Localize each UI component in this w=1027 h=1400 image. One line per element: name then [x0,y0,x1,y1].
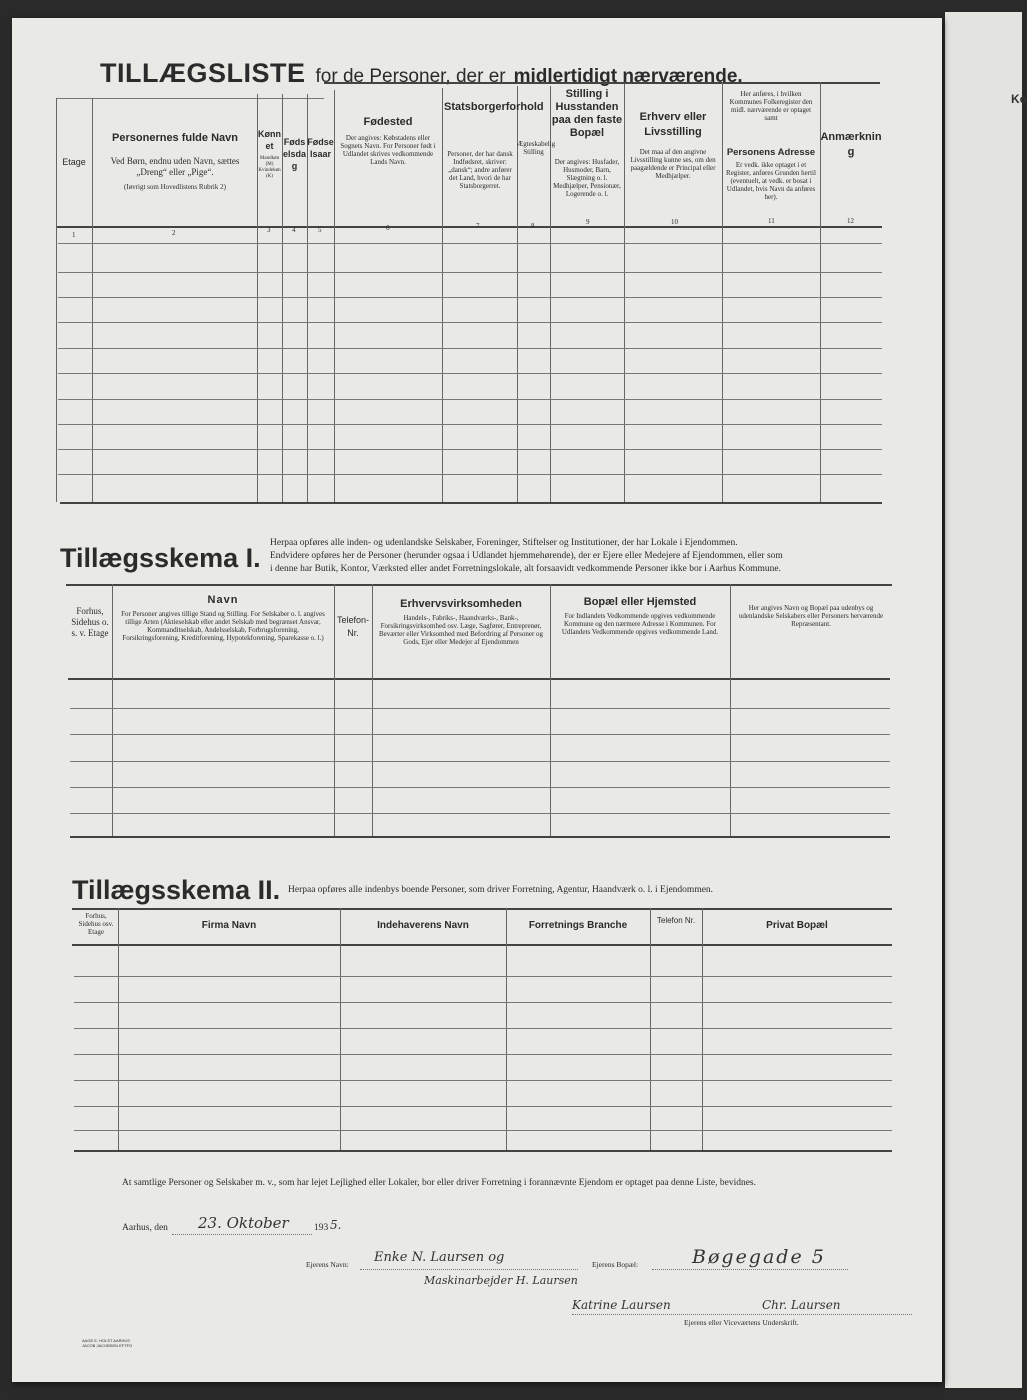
signature-label: Ejerens eller Viceværtens Underskrift. [684,1318,799,1327]
col-sex-heading: Kønnet [258,129,281,151]
owner-address-label: Ejerens Bopæl: [592,1260,639,1269]
col-num: 10 [671,218,678,226]
printer-imprint: AAGE E. HOLST AARHUS JACOB JACOBSEN EFTFG [82,1338,133,1348]
col-birthyear-heading: Fødselsaar [307,137,334,159]
schema2-col-firm: Firma Navn [201,920,257,931]
main-title-rest: for de Personer, der er [315,66,506,87]
col-num: 9 [586,218,590,226]
col-remarks-heading: Anmærkning [820,131,882,158]
col-num: 3 [267,226,271,234]
col-birthplace-note: Der angives: Købstadens eller Sognets Navn. For Personer født i Udlandet skrives vedkommende Lands Navn. [340,134,436,166]
col-num: 11 [768,217,775,225]
schema1-intro [270,537,890,576]
col-name-heading: Personernes fulde Navn [112,132,238,144]
col-birthplace-heading: Fødested [363,116,413,128]
col-name-note2: (Iøvrigt som Hovedlistens Rubrik 2) [124,183,226,191]
col-name-note: Ved Børn, endnu uden Navn, sættes „Dreng“ eller „Pige“. [110,156,240,177]
col-occupation-heading: Erhverv eller Livsstilling [639,111,707,138]
col-address-note-top: Her anføres, i hvilken Kommunes Folkeregister den midl. nærværende er optaget samt [729,90,813,122]
schema2-col-private-address: Privat Bopæl [766,920,828,931]
col-address-heading: Personens Adresse [726,147,816,158]
schema1-col-business-heading: Erhvervsvirksomheden [400,598,522,610]
owner-address-handwritten: Bøgegade 5 [692,1246,826,1268]
col-num: 6 [386,224,390,232]
main-title [100,58,900,89]
owner-name-handwritten-2: Maskinarbejder H. Laursen [424,1274,578,1287]
col-num: 2 [172,229,176,237]
col-num: 8 [531,222,535,230]
date-handwritten: 23. Oktober [198,1214,289,1232]
schema1-col-name-note: For Personer angives tillige Stand og Stilling. For Selskaber o. l. angives tillige Arten (Aktieselskab eller andet Selskab med begrænset Ansvar, Kommanditselskab, Andelsselskab, Forbrugsforening, Forsikringsforening, Kreditforening, Hypotekforening, Sparekasse o. l.) [121,610,325,642]
signature-1: Katrine Laursen [572,1298,671,1312]
schema1-col-business-note: Handels-, Fabriks-, Haandværks-, Bank-, Forsikringsvirksomhed osv. Læge, Sagfører, Entreprenør, Beværter eller Virksomhed med Befordring af Personer og Gods, Ejer eller Medejer af Ejendommen [378,614,544,646]
col-citizenship-heading: Statsborgerforhold [444,101,544,113]
col-household-note: Der angives: Husfader, Husmoder, Barn, Slægtning o. l. Medhjælper, Pensionær, Logerende o. l. [553,158,621,198]
schema2-col-phone: Telefon Nr. [656,916,696,925]
schema1-col-phone: Telefon-Nr. [336,615,370,638]
year-handwritten: 5. [330,1218,342,1232]
col-num: 7 [476,222,480,230]
schema2-col-branch: Forretnings Branche [528,920,628,931]
certification-text: At samtlige Personer og Selskaber m. v., som har lejet Lejlighed eller Lokaler, bor eller driver Forretning i forannævnte Ejendom er optaget paa denne Liste, bevidnes. [122,1178,756,1188]
schema1-col-representative-note: Her angives Navn og Bopæl paa udenbys og udenlandske Selskabers eller Personers herværende Repræsentant. [738,604,884,628]
col-etage-heading: Etage [62,157,86,167]
col-sex-note: Mandkøn (M) Kvindekøn (K) [258,156,281,179]
col-num: 1 [72,231,76,239]
owner-name-label: Ejerens Navn: [306,1260,349,1269]
schema1-col-floor: Forhus, Sidehus o. s. v. Etage [71,606,109,638]
form-page [12,18,942,1382]
schema1-intro-line3: i denne har Butik, Kontor, Værksted eller andet Forretningslokale, alt forsaavidt vedkommende Personer ikke bor i Aarhus Kommune. [270,564,782,574]
schema1-title: Tillægsskema I. [60,543,261,573]
col-num: 4 [292,226,296,234]
col-occupation-note: Det maa af den angivne Livsstilling kunne ses, om den paagældende er Principal eller Medhjælper. [630,148,716,180]
schema2-col-floor: Forhus, Sidehus osv. Etage [78,912,114,936]
adjacent-page [945,12,1027,1388]
schema1-col-name-heading: Navn [207,594,239,606]
col-birthday-heading: Fødselsdag [282,137,306,171]
col-num: 5 [318,226,322,234]
adjacent-page-text: Ko [1011,92,1027,106]
schema1-col-residence-note: For Indlandets Vedkommende opgives vedkommende Kommune og den nærmere Adresse i Kommunen. For Udlandets Vedkommende opgives vedkommende Land. [561,612,719,636]
place-label: Aarhus, den [122,1223,168,1233]
schema2-col-owner: Indehaverens Navn [377,920,469,931]
signature-2: Chr. Laursen [762,1298,841,1312]
schema2-intro: Herpaa opføres alle indenbys boende Personer, som driver Forretning, Agentur, Haandværk o. l. i Ejendommen. [288,885,714,895]
main-title-big: TILLÆGSLISTE [100,58,306,88]
schema2-title: Tillægsskema II. [72,875,281,905]
col-citizenship-note: Personer, der har dansk Indfødsret, skriver: „dansk“; andre anfører det Land, hvori de har Statsborgerret. [447,150,513,190]
schema1-col-residence-heading: Bopæl eller Hjemsted [583,596,697,608]
year-prefix: 193 [314,1223,329,1233]
main-title-bold: midlertidigt nærværende. [513,66,743,87]
col-num: 12 [847,217,854,225]
col-household-heading: Stilling i Husstanden paa den faste Bopæl [551,88,623,139]
col-marital-heading: Ægteskabelig Stilling [517,140,556,156]
schema1-intro-line1: Herpaa opføres alle inden- og udenlandske Selskaber, Foreninger, Stiftelser og Institutioner, der har Lokale i Ejendommen. [270,538,738,548]
col-address-note: Er vedk. ikke optaget i et Register, anføres Grunden hertil (eventuelt, at vedk. er bosat i Udlandet, hvis Navn da anføres her). [726,161,816,201]
schema1-intro-line2: Endvidere opføres her de Personer (herunder ogsaa i Udlandet hjemmehørende), der er Ejere eller Medejere af Ejendommen, eller som [270,551,783,561]
owner-name-handwritten-1: Enke N. Laursen og [374,1250,505,1265]
